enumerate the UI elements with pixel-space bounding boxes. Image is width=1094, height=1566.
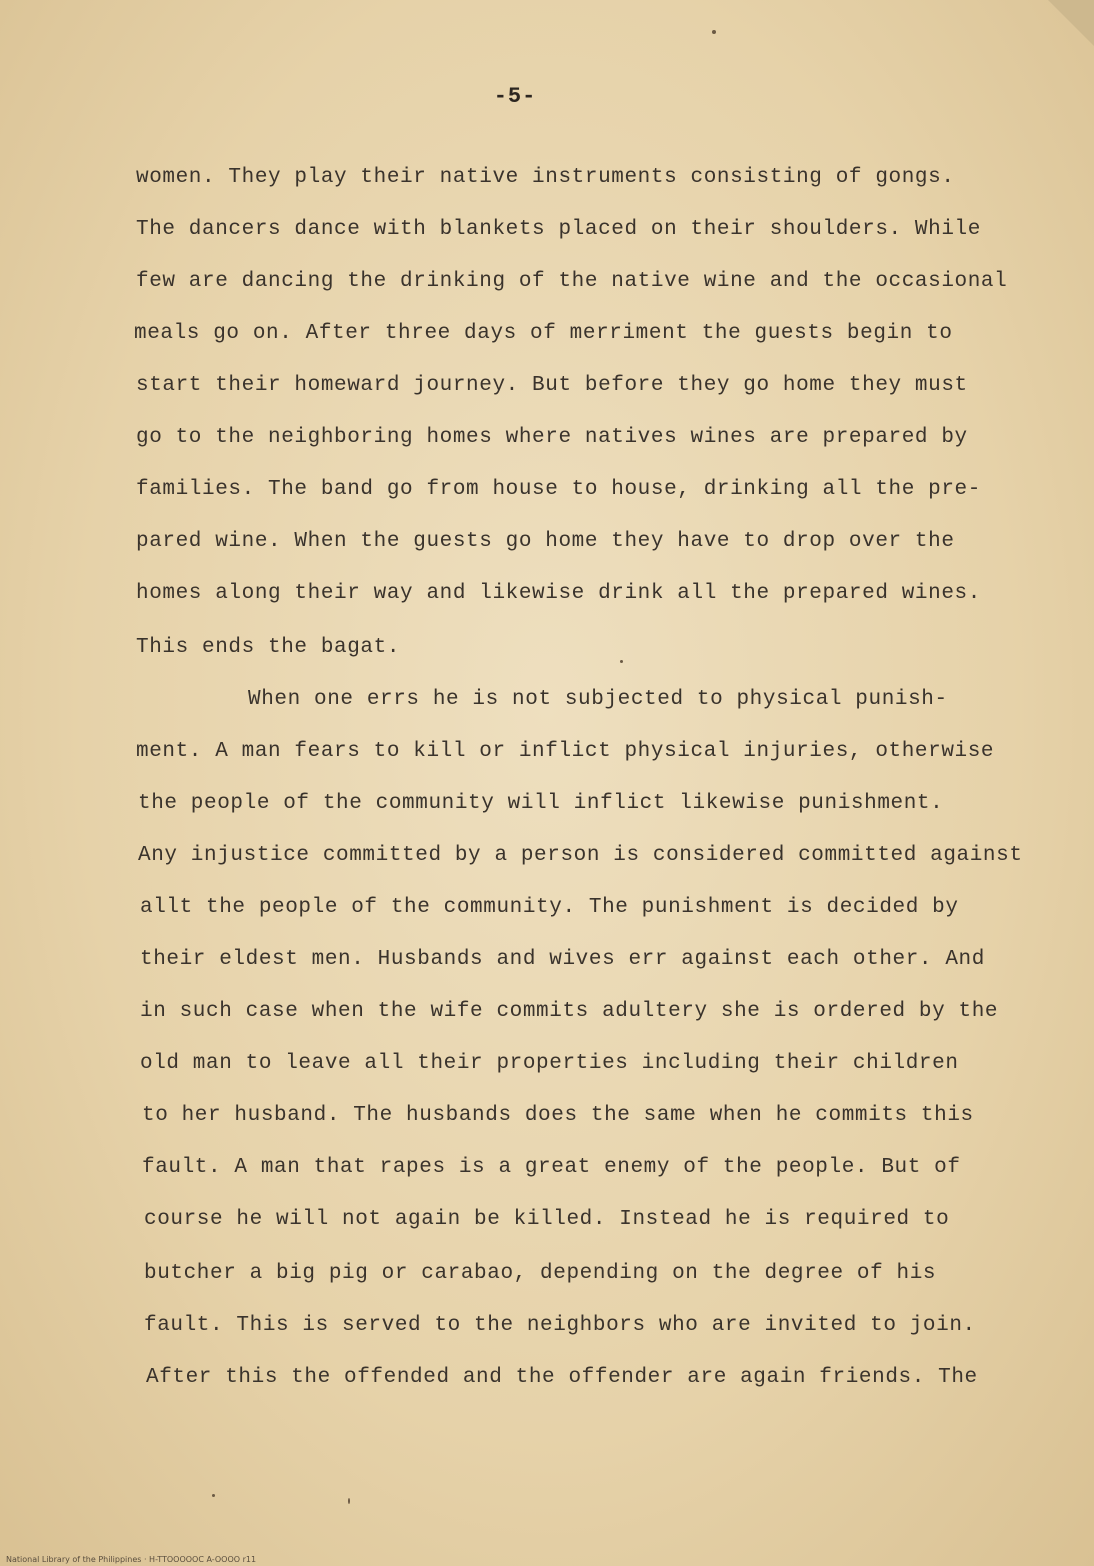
text-line-4: meals go on. After three days of merriment the guests begin to: [134, 322, 953, 345]
paper-speck: [212, 1494, 215, 1497]
text-line-1: women. They play their native instruments consisting of gongs.: [136, 166, 955, 189]
text-line-10: This ends the bagat.: [136, 636, 401, 659]
folded-corner: [1048, 0, 1094, 46]
text-line-16: their eldest men. Husbands and wives err against each other. And: [140, 948, 985, 971]
text-line-5: start their homeward journey. But before they go home they must: [136, 374, 968, 397]
page-number: -5-: [493, 84, 537, 109]
text-line-15: allt the people of the community. The punishment is decided by: [140, 896, 959, 919]
text-line-6: go to the neighboring homes where natives wines are prepared by: [136, 426, 968, 449]
paper-speck: [712, 30, 716, 34]
text-line-14: Any injustice committed by a person is considered committed against: [138, 844, 1023, 867]
text-line-23: fault. This is served to the neighbors who are invited to join.: [144, 1314, 976, 1337]
text-line-18: old man to leave all their properties including their children: [140, 1052, 959, 1075]
paper-speck: [620, 660, 623, 663]
text-line-24: After this the offended and the offender are again friends. The: [146, 1366, 978, 1389]
text-line-11: When one errs he is not subjected to physical punish-: [248, 688, 948, 711]
text-line-7: families. The band go from house to house, drinking all the pre-: [136, 478, 981, 501]
text-line-8: pared wine. When the guests go home they have to drop over the: [136, 530, 955, 553]
text-line-13: the people of the community will inflict likewise punishment.: [138, 792, 944, 815]
text-line-12: ment. A man fears to kill or inflict physical injuries, otherwise: [136, 740, 995, 763]
paper-speck: [348, 1498, 350, 1504]
footer-stamp: National Library of the Philippines · H-TTOOOOOC A-OOOO r11: [6, 1555, 257, 1564]
text-line-3: few are dancing the drinking of the native wine and the occasional: [136, 270, 1008, 293]
text-line-22: butcher a big pig or carabao, depending on the degree of his: [144, 1262, 937, 1285]
text-line-20: fault. A man that rapes is a great enemy of the people. But of: [142, 1156, 961, 1179]
text-line-17: in such case when the wife commits adultery she is ordered by the: [140, 1000, 999, 1023]
text-line-19: to her husband. The husbands does the same when he commits this: [142, 1104, 974, 1127]
text-line-2: The dancers dance with blankets placed on their shoulders. While: [136, 218, 981, 241]
text-line-9: homes along their way and likewise drink all the prepared wines.: [136, 582, 981, 605]
text-line-21: course he will not again be killed. Instead he is required to: [144, 1208, 950, 1231]
